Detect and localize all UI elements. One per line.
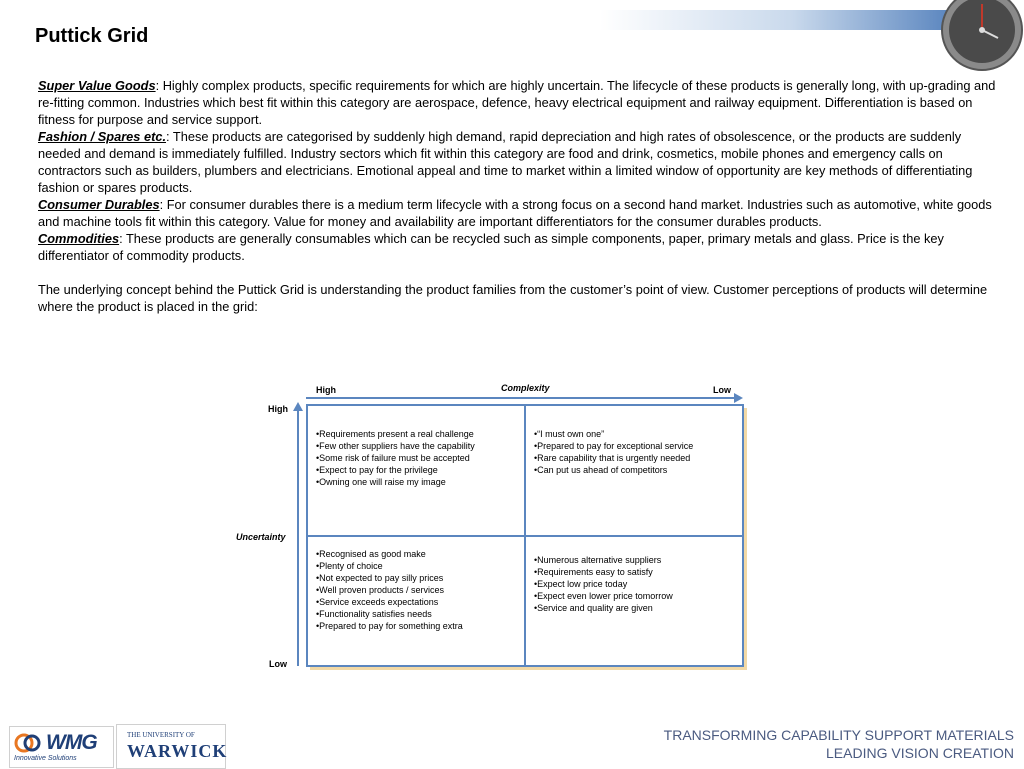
- list-item: •Recognised as good make: [316, 549, 426, 559]
- list-item: •Plenty of choice: [316, 561, 383, 571]
- cell-bottom-right: [534, 554, 673, 614]
- x-axis-arrow-icon: [734, 393, 743, 403]
- list-item: •Can put us ahead of competitors: [534, 465, 668, 475]
- desc-consumer-durables: : For consumer durables there is a medium term lifecycle with a strong focus on a second hand market. Industries such as automotive, white goods and machine tools fit within this category. Value for money and availability are important differentiators for the consumer durables products.: [38, 197, 992, 229]
- page-title: Puttick Grid: [35, 25, 149, 47]
- list-item: •Rare capability that is urgently needed: [534, 453, 691, 463]
- list-item: •Requirements easy to satisfy: [534, 567, 653, 577]
- y-axis-label: Uncertainty: [236, 532, 286, 542]
- list-item: •Prepared to pay for something extra: [316, 621, 463, 631]
- list-item: •“I must own one”: [534, 429, 605, 439]
- paragraph-commodities: [38, 230, 998, 264]
- list-item: •Numerous alternative suppliers: [534, 555, 662, 565]
- list-item: •Well proven products / services: [316, 585, 445, 595]
- wmg-wordmark: WMG: [46, 731, 97, 754]
- warwick-wordmark: WARWICK: [127, 741, 228, 761]
- warwick-logo: [116, 724, 226, 769]
- clock-logo-icon: [940, 0, 1024, 72]
- body-text: [38, 77, 998, 315]
- grid-divider-horizontal: [306, 535, 744, 537]
- list-item: •Not expected to pay silly prices: [316, 573, 444, 583]
- wmg-tagline: Innovative Solutions: [14, 755, 77, 762]
- x-high-label: High: [316, 385, 336, 395]
- desc-fashion: : These products are categorised by suddenly high demand, rapid depreciation and high rates of obsolescence, or the products are suddenly needed and demand is immediately fulfilled. Industry sectors which fit within this category are food and drink, cosmetics, mobile phones and emergency calls on contractors such as builders, plumbers and electricians. Emotional appeal and time to market within a limited window of opportunity are key methods of differentiating fashion or spares products.: [38, 129, 973, 195]
- list-item: •Some risk of failure must be accepted: [316, 453, 470, 463]
- list-item: •Service and quality are given: [534, 603, 653, 613]
- wmg-logo: [9, 726, 114, 768]
- footer-line-1: TRANSFORMING CAPABILITY SUPPORT MATERIALS: [663, 727, 1014, 743]
- y-high-label: High: [268, 404, 288, 414]
- x-axis-label: Complexity: [501, 383, 550, 393]
- term-super-value: Super Value Goods: [38, 78, 156, 93]
- cell-bottom-left: [316, 548, 463, 632]
- list-item: •Expect to pay for the privilege: [316, 465, 438, 475]
- concept-paragraph: The underlying concept behind the Puttick Grid is understanding the product families from the customer’s point of view. Customer perceptions of products will determine where the product is placed in the grid:: [38, 282, 988, 314]
- warwick-top-text: THE UNIVERSITY OF: [127, 731, 195, 739]
- paragraph-super-value: [38, 77, 998, 128]
- term-commodities: Commodities: [38, 231, 120, 246]
- list-item: •Requirements present a real challenge: [316, 429, 474, 439]
- y-low-label: Low: [269, 659, 287, 669]
- cell-top-right: [534, 428, 693, 476]
- paragraph-fashion: [38, 128, 998, 196]
- term-fashion: Fashion / Spares etc.: [38, 129, 167, 144]
- x-low-label: Low: [713, 385, 731, 395]
- footer-tagline: [664, 726, 1014, 762]
- list-item: •Functionality satisfies needs: [316, 609, 432, 619]
- cell-top-left: [316, 428, 475, 488]
- term-consumer-durables: Consumer Durables: [38, 197, 160, 212]
- header-gradient-bar: [600, 10, 950, 30]
- list-item: •Few other suppliers have the capability: [316, 441, 475, 451]
- x-axis-line: [306, 397, 736, 399]
- list-item: •Prepared to pay for exceptional service: [534, 441, 694, 451]
- desc-commodities: : These products are generally consumables which can be recycled such as simple components, paper, primary metals and glass. Price is the key differentiator of commodity products.: [38, 231, 944, 263]
- y-axis-line: [297, 410, 299, 666]
- footer-line-2: LEADING VISION CREATION: [826, 745, 1014, 761]
- desc-super-value: : Highly complex products, specific requirements for which are highly uncertain. The lifecycle of these products is generally long, with up-grading and re-fitting common. Industries which best fit within this category are aerospace, defence, heavy electrical equipment and railway equipment. Differentiation is based on fitness for purpose and service support.: [38, 78, 996, 127]
- list-item: •Owning one will raise my image: [316, 477, 446, 487]
- paragraph-consumer-durables: [38, 196, 998, 230]
- y-axis-arrow-icon: [293, 402, 303, 411]
- wmg-swirl-icon: [14, 733, 44, 753]
- list-item: •Expect low price today: [534, 579, 628, 589]
- list-item: •Service exceeds expectations: [316, 597, 439, 607]
- list-item: •Expect even lower price tomorrow: [534, 591, 673, 601]
